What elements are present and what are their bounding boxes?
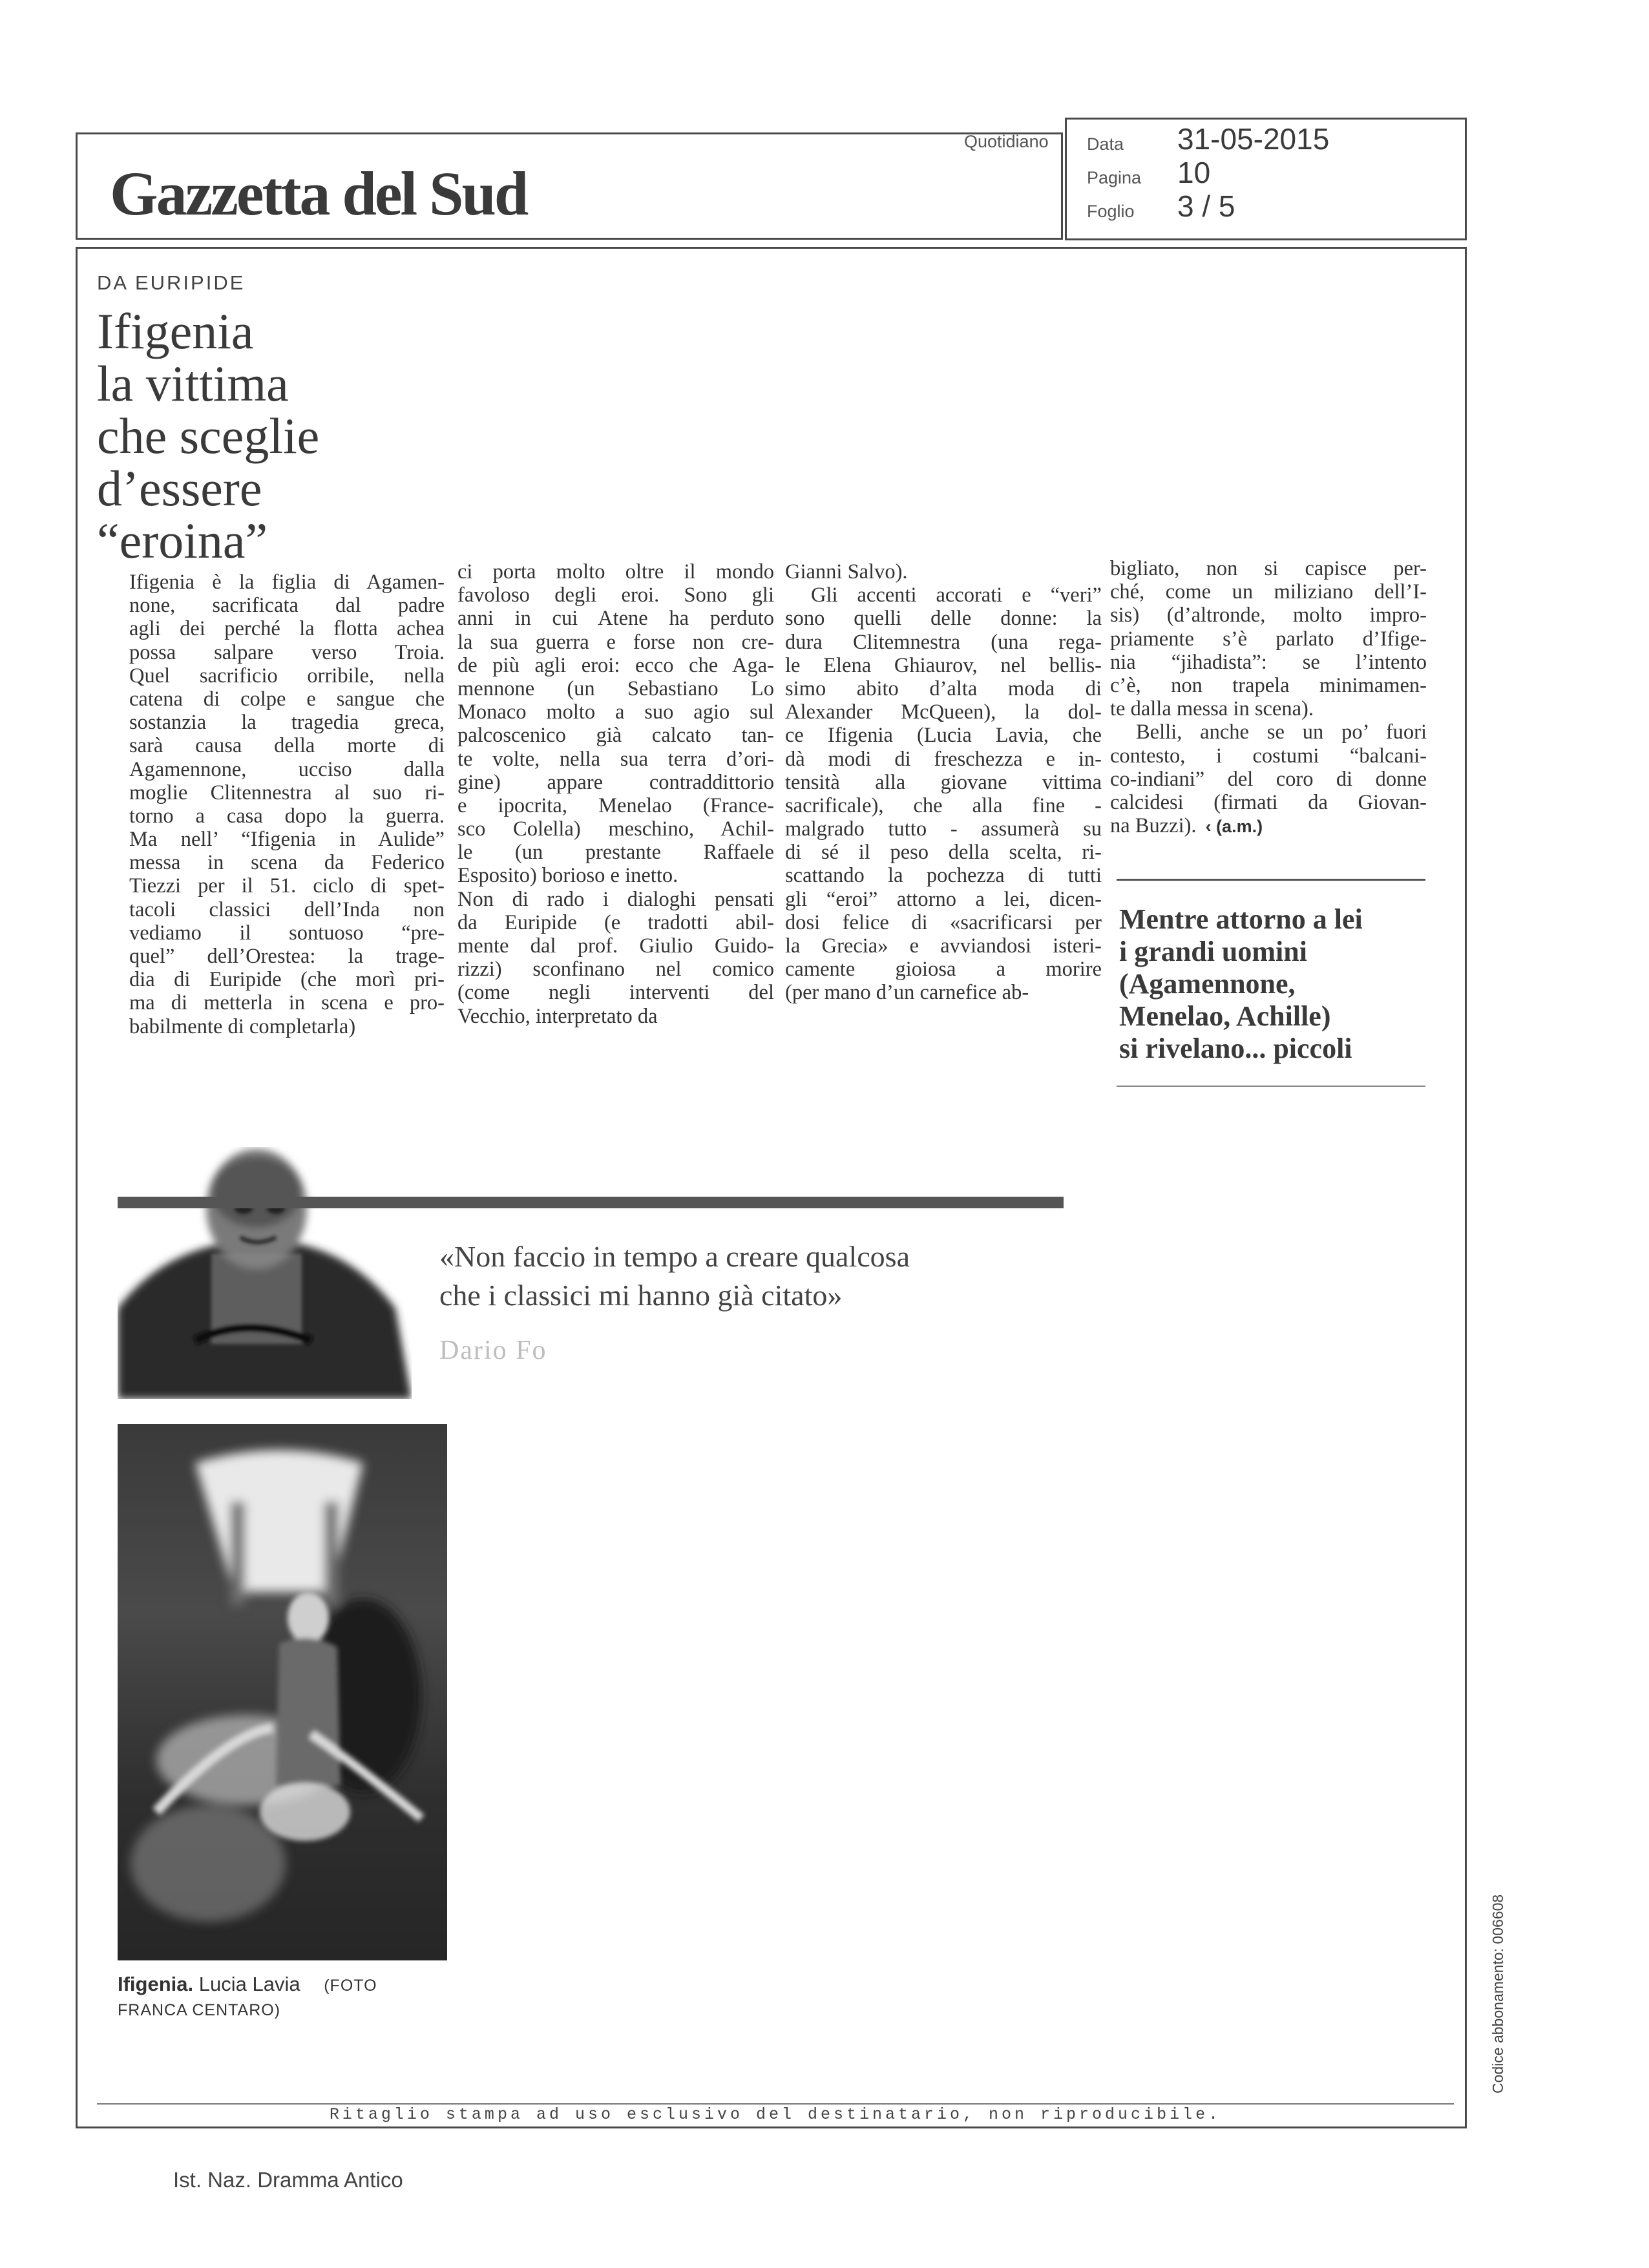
article-column-4 (1110, 557, 1427, 837)
article-line: Gianni Salvo). (785, 560, 908, 583)
article-line: ce Ifigenia (Lucia Lavia, che (785, 724, 1102, 748)
stage-photo (118, 1424, 447, 1960)
article-line: babilmente di completarla) (129, 1014, 356, 1038)
article-line: sacrificale), che alla fine - (785, 793, 1102, 817)
article-line: la Grecia» e avviandosi isteri- (785, 934, 1102, 958)
article-line: Tiezzi per il 51. ciclo di spet- (129, 874, 445, 898)
article-line: Ma nell’ “Ifigenia in Aulide” (129, 828, 445, 852)
publication-type: Quotidiano (964, 132, 1049, 151)
article-line: sis) (d’altronde, molto impro- (1110, 604, 1427, 627)
pull-quote-line: Mentre attorno a lei (1119, 903, 1363, 935)
article-line: da Euripide (e tradotti abil- (457, 910, 774, 934)
article-line: te volte, nella sua terra d’ori- (457, 747, 774, 771)
caption-credit-prefix: (FOTO (324, 1977, 377, 1995)
article-line: quel” dell’Orestea: la trage- (129, 945, 445, 968)
pull-quote-line: Menelao, Achille) (1119, 1000, 1331, 1032)
article-line: dosi felice di «sacrificarsi per (785, 910, 1102, 934)
article-column-1 (129, 571, 445, 1038)
article-line: none, sacrificata dal padre (129, 594, 445, 618)
article-line: ma di metterla in scena e pro- (129, 991, 445, 1015)
subscription-code: Codice abbonamento: 006608 (1489, 1894, 1506, 2094)
article-column-3 (785, 560, 1102, 1005)
article-line: Monaco molto a suo agio sul (457, 700, 774, 724)
headline-line: la vittima (97, 355, 289, 412)
article-line: gine) appare contraddittorio (457, 770, 774, 794)
article-line: le Elena Ghiaurov, nel bellis- (785, 653, 1102, 677)
article-line: agli dei perché la flotta achea (129, 617, 445, 641)
article-line: Non di rado i dialoghi pensati (457, 887, 774, 911)
article-line: co-indiani” del coro di donne (1110, 767, 1427, 791)
headline-line: Ifigenia (97, 303, 254, 359)
author-signature: ‹ (a.m.) (1205, 817, 1263, 837)
article-line: gli “eroi” attorno a lei, dicen- (785, 887, 1102, 911)
article-line: possa salpare verso Troia. (129, 640, 445, 664)
article-line: palcoscenico già calcato tan- (457, 724, 774, 748)
article-line: ché, come un miliziano dell’I- (1110, 580, 1427, 604)
caption-credit: FRANCA CENTARO) (118, 2001, 281, 2019)
article-line: dura Clitemnestra (una rega- (785, 630, 1102, 654)
article-headline (97, 305, 319, 567)
article-line: sco Colella) meschino, Achil- (457, 817, 774, 841)
article-line: favoloso degli eroi. Sono gli (457, 583, 774, 607)
pull-quote-line: si rivelano... piccoli (1119, 1033, 1352, 1064)
article-column-2 (457, 560, 774, 1028)
article-line: (come negli interventi del (457, 981, 774, 1005)
callout-top-rule (1117, 879, 1425, 881)
article-line: bigliato, non si capisce per- (1110, 557, 1427, 580)
pull-quote-line: (Agamennone, (1119, 968, 1296, 1000)
article-line: ci porta molto oltre il mondo (457, 560, 774, 583)
headline-line: che sceglie (97, 408, 320, 464)
article-line: dà modi di freschezza e in- (785, 747, 1102, 771)
article-line: catena di colpe e sangue che (129, 687, 445, 711)
quote-line: che i classici mi hanno già citato» (439, 1279, 843, 1312)
article-line: priamente s’è parlato d’Ifige- (1110, 627, 1427, 651)
article-line: anni in cui Atene ha perduto (457, 607, 774, 631)
callout-bottom-rule (1117, 1086, 1425, 1087)
article-line: Gli accenti accorati e “veri” (811, 583, 1102, 607)
article-line: camente gioiosa a morire (785, 958, 1102, 982)
article-line: di sé il peso della scelta, ri- (785, 841, 1102, 865)
quote-line: «Non faccio in tempo a creare qualcosa (439, 1240, 910, 1273)
article-line: mennone (un Sebastiano Lo (457, 677, 774, 700)
article-line: contesto, i costumi “balcani- (1110, 744, 1427, 768)
article-line: la sua guerra e forse non cre- (457, 630, 774, 654)
article-line: sostanzia la tragedia greca, (129, 711, 445, 735)
article-line: Vecchio, interpretato da (457, 1004, 658, 1028)
article-line: de più agli eroi: ecco che Aga- (457, 653, 774, 677)
article-line: e ipocrita, Menelao (France- (457, 793, 774, 817)
article-line: c’è, non trapela minimamen- (1110, 673, 1427, 697)
caption-title: Ifigenia. (118, 1973, 194, 1995)
article-line: torno a casa dopo la guerra. (129, 804, 445, 828)
article-line: Belli, anche se un po’ fuori (1136, 720, 1427, 744)
sheet-label: Foglio (1087, 202, 1135, 221)
article-line: malgrado tutto - assumerà su (785, 817, 1102, 841)
article-line: na Buzzi). ‹ (a.m.) (1110, 814, 1263, 838)
article-line: Alexander McQueen), la dol- (785, 700, 1102, 724)
date-label: Data (1087, 134, 1124, 154)
article-line: nia “jihadista”: se l’intento (1110, 650, 1427, 674)
quote-text (439, 1237, 910, 1315)
article-line: Ifigenia è la figlia di Agamen- (129, 571, 445, 594)
headline-line: “eroina” (97, 512, 268, 569)
article-line: sarà causa della morte di (129, 734, 445, 758)
author-photo (118, 1147, 412, 1399)
clipping-notice: Ritaglio stampa ad uso esclusivo del destinatario, non riproducibile. (329, 2105, 1222, 2124)
photo-caption (118, 1973, 377, 2020)
headline-line: d’essere (97, 460, 262, 516)
article-line: mente dal prof. Giulio Guido- (457, 934, 774, 958)
newspaper-masthead: Gazzetta del Sud (110, 159, 527, 228)
page-value: 10 (1177, 156, 1211, 189)
article-line: le (un prestante Raffaele (457, 841, 774, 865)
quote-author: Dario Fo (439, 1336, 547, 1365)
article-line: calcidesi (firmati da Giovan- (1110, 790, 1427, 814)
article-line: Esposito) borioso e inetto. (457, 864, 678, 888)
article-line: rizzi) sconfinano nel comico (457, 958, 774, 982)
article-line: tensità alla giovane vittima (785, 770, 1102, 794)
pull-quote-line: i grandi uomini (1119, 936, 1307, 967)
article-line: Agamennone, ucciso dalla (129, 757, 445, 781)
article-kicker: DA EURIPIDE (97, 271, 246, 294)
clipping-rule (97, 2103, 1454, 2105)
article-line: Quel sacrificio orribile, nella (129, 664, 445, 688)
article-line: simo abito d’alta moda di (785, 677, 1102, 700)
caption-person: Lucia Lavia (198, 1973, 300, 1995)
article-line: sono quelli delle donne: la (785, 607, 1102, 631)
sheet-value: 3 / 5 (1177, 189, 1235, 223)
article-line: vediamo il sontuoso “pre- (129, 921, 445, 945)
quote-band (118, 1197, 1064, 1208)
article-line: te dalla messa in scena). (1110, 697, 1314, 721)
page-label: Pagina (1087, 168, 1142, 187)
article-line: (per mano d’un carnefice ab- (785, 981, 1029, 1005)
date-value: 31-05-2015 (1177, 122, 1330, 156)
article-line: tacoli classici dell’Inda non (129, 898, 445, 921)
article-line: messa in scena da Federico (129, 851, 445, 875)
pull-quote (1119, 903, 1363, 1065)
article-line: scattando la pochezza di tutti (785, 864, 1102, 888)
article-line: dia di Euripide (che morì pri- (129, 968, 445, 992)
article-line: moglie Clitennestra al suo ri- (129, 781, 445, 804)
archive-footer: Ist. Naz. Dramma Antico (173, 2168, 403, 2192)
